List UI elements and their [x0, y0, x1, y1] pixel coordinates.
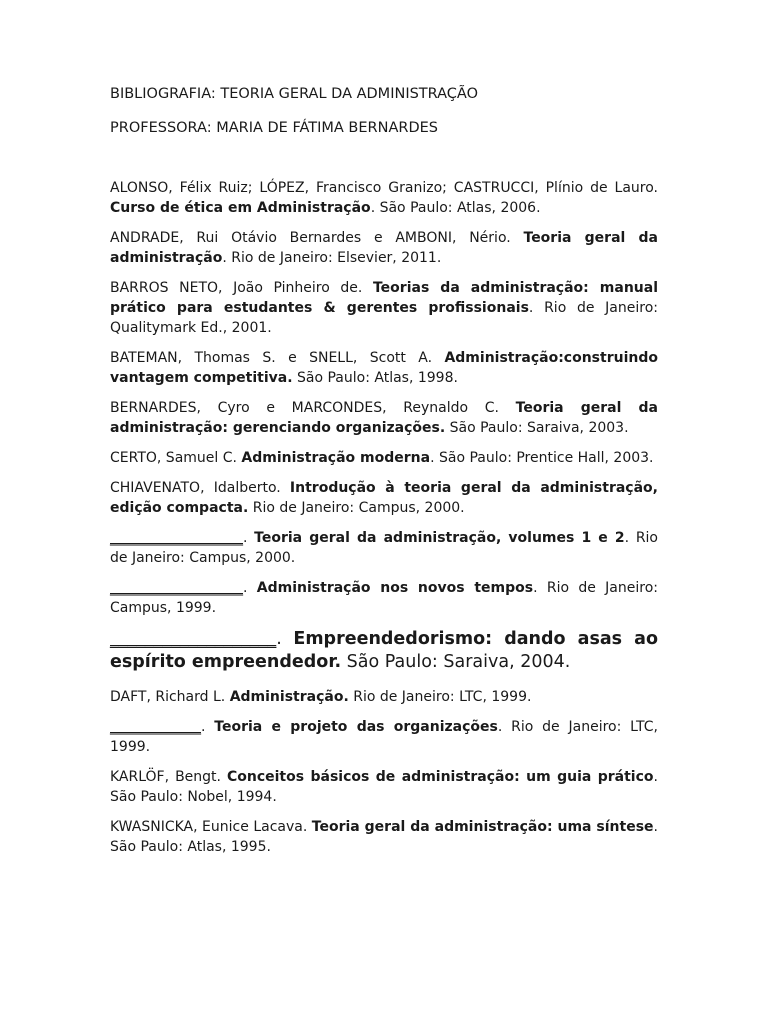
entry-authors: CERTO, Samuel C.	[110, 450, 242, 466]
entry-publication: . Rio de Janeiro: Campus, 2000.	[110, 530, 658, 566]
bibliography-entry	[110, 767, 658, 807]
author-repeat-line: ___________________	[110, 580, 243, 596]
entry-title: Teoria geral da administração: uma síntese	[311, 819, 654, 835]
entry-authors: KWASNICKA, Eunice Lacava.	[110, 819, 312, 835]
entry-publication: . Rio de Janeiro: Elsevier, 2011.	[222, 250, 442, 266]
bibliography-entry	[110, 478, 658, 518]
author-repeat-line: _____________	[110, 719, 201, 735]
entry-title: Introdução à teoria geral da administração, edição compacta.	[110, 480, 658, 516]
entry-authors: KARLÖF, Bengt.	[110, 769, 227, 785]
bibliography-entry	[110, 687, 658, 707]
professor-line: PROFESSORA: MARIA DE FÁTIMA BERNARDES	[110, 120, 438, 136]
bibliography-entry	[110, 717, 658, 757]
entry-title: Teoria geral da administração	[110, 230, 659, 266]
entry-publication: Rio de Janeiro: Campus, 2000.	[248, 500, 465, 516]
entry-publication: São Paulo: Atlas, 1998.	[292, 370, 458, 386]
entry-authors: BATEMAN, Thomas S. e SNELL, Scott A.	[110, 350, 445, 366]
bibliography-entry	[110, 448, 658, 468]
entry-title: Empreendedorismo: dando asas ao espírito empreendedor.	[110, 629, 658, 672]
entry-publication: . São Paulo: Atlas, 1995.	[110, 819, 658, 855]
entry-title: Conceitos básicos de administração: um guia prático	[226, 769, 654, 785]
entry-authors: ANDRADE, Rui Otávio Bernardes e AMBONI, Nério.	[110, 230, 524, 246]
author-repeat-line: ___________________	[110, 629, 277, 649]
entry-publication: São Paulo: Saraiva, 2004.	[341, 652, 571, 672]
bibliography-entry	[110, 398, 658, 438]
entry-title: Teoria geral da administração: gerenciando organizações.	[110, 400, 658, 436]
entry-publication: . Rio de Janeiro: Campus, 1999.	[110, 580, 658, 616]
entry-title: Curso de ética em Administração	[110, 200, 371, 216]
entry-publication: . São Paulo: Atlas, 2006.	[370, 200, 541, 216]
entry-authors: ALONSO, Félix Ruiz; LÓPEZ, Francisco Granizo; CASTRUCCI, Plínio de Lauro.	[110, 180, 658, 196]
entry-authors: BARROS NETO, João Pinheiro de.	[110, 280, 373, 296]
entry-separator: .	[243, 580, 257, 596]
entry-publication: . São Paulo: Prentice Hall, 2003.	[430, 450, 654, 466]
entry-separator: .	[201, 719, 215, 735]
entry-title: Teorias da administração: manual prático para estudantes & gerentes profissionais	[110, 280, 658, 316]
entry-authors: BERNARDES, Cyro e MARCONDES, Reynaldo C.	[110, 400, 516, 416]
entry-title: Administração nos novos tempos	[256, 580, 534, 596]
entry-publication: São Paulo: Saraiva, 2003.	[445, 420, 629, 436]
entry-title: Teoria e projeto das organizações	[214, 719, 498, 735]
entry-title: Administração.	[229, 689, 349, 705]
entry-publication: . São Paulo: Nobel, 1994.	[110, 769, 658, 805]
entry-authors: DAFT, Richard L.	[110, 689, 230, 705]
entry-separator: .	[243, 530, 255, 546]
bibliography-entry	[110, 528, 658, 568]
bibliography-entry	[110, 628, 658, 674]
bibliography-entry	[110, 278, 658, 338]
bibliography-entry	[110, 578, 658, 618]
document-title: BIBLIOGRAFIA: TEORIA GERAL DA ADMINISTRAÇÃO	[110, 86, 479, 102]
entry-separator: .	[276, 629, 294, 649]
bibliography-entry	[110, 348, 658, 388]
entry-publication: . Rio de Janeiro: LTC, 1999.	[110, 719, 658, 755]
entry-title: Administração:construindo vantagem competitiva.	[110, 350, 658, 386]
bibliography-entry	[110, 178, 658, 218]
entry-publication: . Rio de Janeiro: Qualitymark Ed., 2001.	[110, 300, 658, 336]
entry-publication: Rio de Janeiro: LTC, 1999.	[348, 689, 532, 705]
entry-title: Teoria geral da administração, volumes 1 e 2	[254, 530, 625, 546]
entry-authors: CHIAVENATO, Idalberto.	[110, 480, 290, 496]
bibliography-entry	[110, 817, 658, 857]
document-page	[110, 84, 658, 867]
entry-title: Administração moderna	[241, 450, 431, 466]
bibliography-entry	[110, 228, 658, 268]
author-repeat-line: ___________________	[110, 530, 243, 546]
